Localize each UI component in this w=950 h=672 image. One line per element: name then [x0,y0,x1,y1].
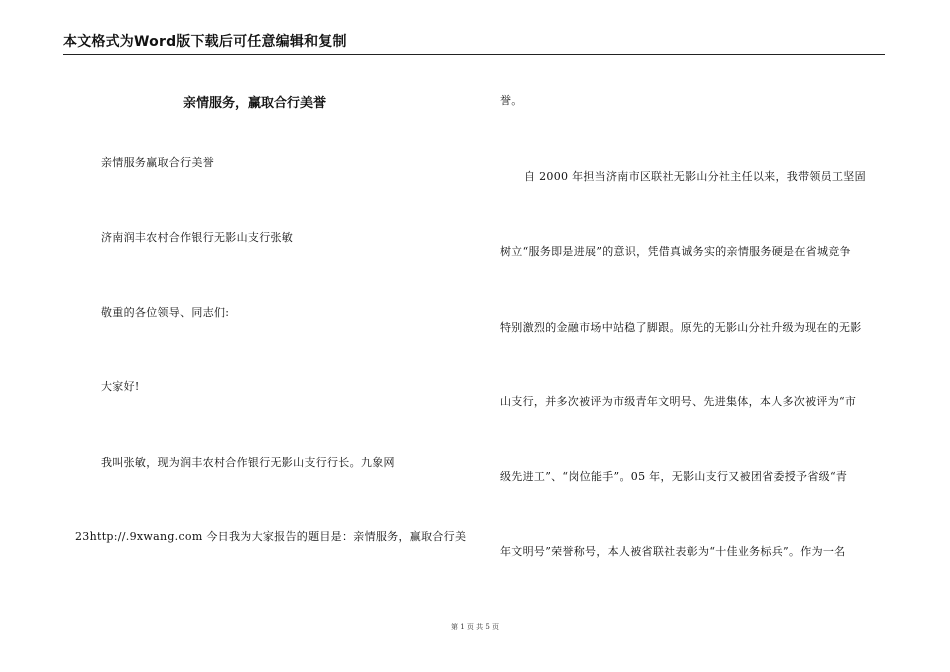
right-paragraph-1: 自 2000 年担当济南市区联社无影山分社主任以来，我带领员工坚固 [524,170,866,183]
left-paragraph-3: 敬重的各位领导、同志们: [101,306,230,319]
document-title: 亲情服务，赢取合行美誉 [183,96,327,111]
right-paragraph-3: 特别激烈的金融市场中站稳了脚跟。原先的无影山分社升级为现在的无影 [500,321,862,334]
right-paragraph-5: 级先进工”、“岗位能手”。05 年，无影山支行又被团省委授予省级“青 [500,470,848,483]
right-paragraph-0: 誉。 [500,94,523,107]
right-paragraph-4: 山支行，并多次被评为市级青年文明号、先进集体，本人多次被评为“市 [500,395,857,408]
right-paragraph-2: 树立“服务即是进展”的意识，凭借真诚务实的亲情服务硬是在省城竞争 [500,245,851,258]
left-paragraph-6: 23http://.9xwang.com 今日我为大家报告的题目是：亲情服务，赢取合行美 [75,530,467,543]
left-paragraph-4: 大家好! [101,380,140,393]
left-paragraph-5: 我叫张敏，现为润丰农村合作银行无影山支行行长。九象网 [101,456,395,469]
document-header [63,34,885,55]
left-paragraph-1: 亲情服务赢取合行美誉 [101,156,214,169]
header-text: 本文格式为Word版下载后可任意编辑和复制 [63,34,347,50]
page-footer: 第 1 页 共 5 页 [450,623,500,631]
left-paragraph-2: 济南润丰农村合作银行无影山支行张敏 [101,231,294,244]
right-paragraph-6: 年文明号”荣誉称号，本人被省联社表彰为“十佳业务标兵”。作为一名 [500,545,846,558]
